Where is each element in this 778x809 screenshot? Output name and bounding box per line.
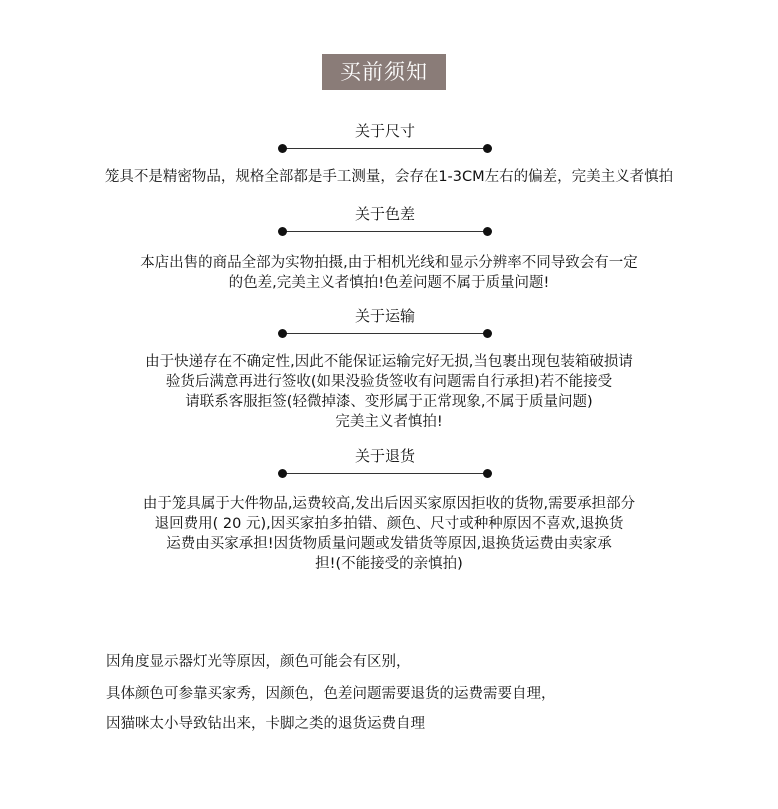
bullet-dot-icon (278, 144, 287, 153)
note-line: 因猫咪太小导致钻出来，卡脚之类的退货运费自理 (106, 716, 425, 732)
section-heading-label: 关于运输 (354, 307, 415, 325)
section-heading-label: 关于色差 (354, 205, 415, 223)
bullet-dot-icon (483, 329, 492, 338)
divider (282, 148, 488, 149)
section-heading-size (270, 120, 500, 160)
note-line: 因角度显示器灯光等原因，颜色可能会有区别， (106, 654, 411, 670)
section-text-returns (92, 494, 686, 574)
note-line: 具体颜色可参靠买家秀，因颜色，色差问题需要退货的运费需要自理， (106, 686, 556, 702)
section-heading-label: 关于退货 (354, 447, 415, 465)
bullet-dot-icon (278, 469, 287, 478)
section-text-size (92, 167, 686, 187)
page-title: 买前须知 (322, 54, 446, 90)
text-line: 退回费用( 20 元),因买家拍多拍错、颜色、尺寸或种种原因不喜欢,退换货 (154, 516, 624, 532)
text-line: 由于笼具属于大件物品,运费较高,发出后因买家原因拒收的货物,需要承担部分 (142, 496, 636, 512)
section-heading-shipping (270, 305, 500, 345)
text-line: 验货后满意再进行签收(如果没验货签收有问题需自行承担)若不能接受 (165, 374, 613, 390)
section-heading-returns (270, 445, 500, 485)
bullet-dot-icon (483, 144, 492, 153)
text-line: 请联系客服拒签(轻微掉漆、变形属于正常现象,不属于质量问题) (185, 394, 593, 410)
text-line: 的色差,完美主义者慎拍!色差问题不属于质量问题! (228, 275, 550, 291)
divider (282, 231, 488, 232)
divider (282, 333, 488, 334)
section-text-color (92, 253, 686, 293)
bullet-dot-icon (278, 227, 287, 236)
text-line: 完美主义者慎拍! (335, 414, 443, 430)
section-heading-label: 关于尺寸 (354, 122, 415, 140)
text-line: 担!(不能接受的亲慎拍) (315, 556, 463, 572)
text-line: 运费由买家承担!因货物质量问题或发错货等原因,退换货运费由卖家承 (166, 536, 612, 552)
section-heading-color (270, 203, 500, 243)
bullet-dot-icon (483, 469, 492, 478)
text-line: 本店出售的商品全部为实物拍摄,由于相机光线和显示分辨率不同导致会有一定 (140, 255, 638, 271)
text-line: 由于快递存在不确定性,因此不能保证运输完好无损,当包裹出现包装箱破损请 (145, 354, 633, 370)
divider (282, 473, 488, 474)
bullet-dot-icon (278, 329, 287, 338)
bullet-dot-icon (483, 227, 492, 236)
section-text-shipping (92, 352, 686, 432)
text-line: 笼具不是精密物品，规格全部都是手工测量，会存在1-3CM左右的偏差，完美主义者慎拍 (104, 169, 674, 185)
